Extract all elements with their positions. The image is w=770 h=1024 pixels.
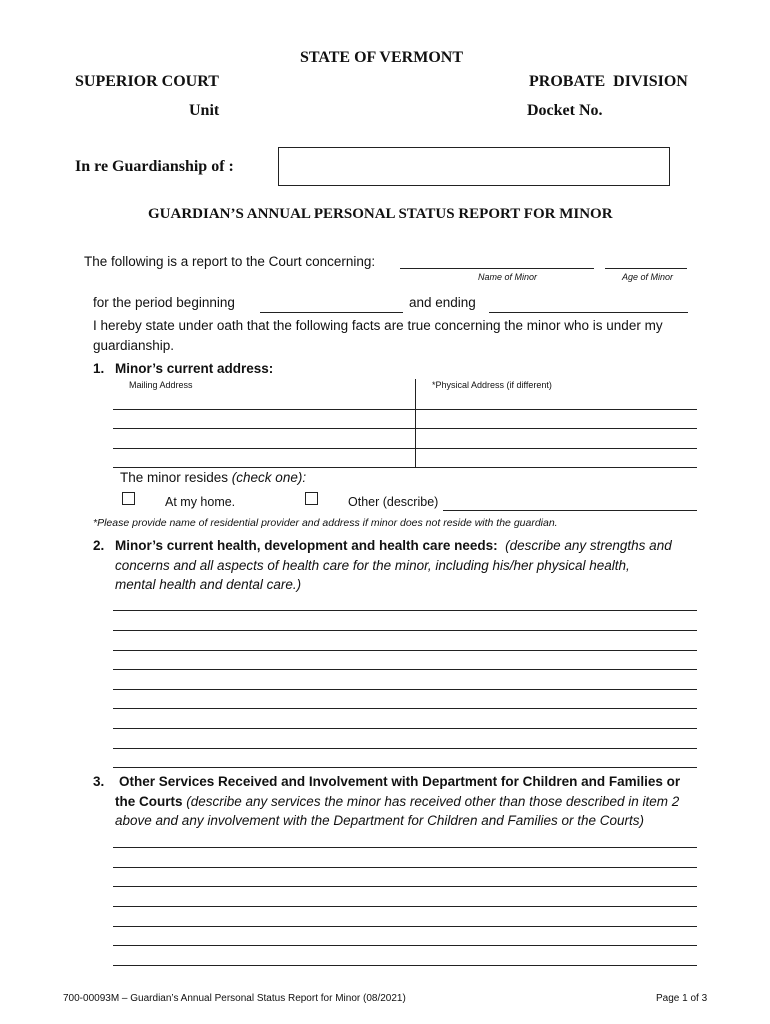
division-heading: PROBATE DIVISION — [529, 73, 688, 90]
address-line[interactable] — [113, 428, 697, 429]
section2-heading: Minor’s current health, development and health care needs: — [115, 538, 498, 553]
period-end-field[interactable] — [489, 298, 688, 313]
section2-heading-line — [115, 538, 672, 553]
name-caption: Name of Minor — [478, 272, 538, 282]
ward-name-box[interactable] — [278, 147, 670, 186]
section2-hint-3: mental health and dental care.) — [115, 577, 302, 592]
section1-number: 1. — [93, 361, 105, 376]
mailing-address-caption: Mailing Address — [129, 380, 193, 390]
section3-heading-2: the Courts — [115, 794, 183, 809]
section3-hint-1: (describe any services the minor has received other than those described in item 2 — [186, 794, 680, 809]
services-answer-line[interactable] — [113, 926, 697, 927]
section2-hint-2: concerns and all aspects of health care for the minor, including his/her physical health, — [115, 558, 630, 573]
page-number: Page 1 of 3 — [656, 993, 708, 1004]
address-line[interactable] — [113, 467, 697, 468]
in-re-label: In re Guardianship of : — [75, 158, 234, 175]
period-beginning-label: for the period beginning — [93, 295, 235, 310]
state-heading: STATE OF VERMONT — [300, 49, 463, 66]
services-answer-line[interactable] — [113, 847, 697, 848]
health-answer-line[interactable] — [113, 748, 697, 749]
oath-line-1: I hereby state under oath that the following facts are true concerning the minor who is under my — [93, 318, 663, 333]
form-footer-id: 700-00093M – Guardian’s Annual Personal Status Report for Minor (08/2021) — [63, 993, 406, 1004]
section1-heading: Minor’s current address: — [115, 361, 274, 376]
and-ending-label: and ending — [409, 295, 476, 310]
residence-footnote: *Please provide name of residential provider and address if minor does not reside with the guardian. — [93, 517, 558, 529]
period-begin-field[interactable] — [260, 298, 403, 313]
health-answer-line[interactable] — [113, 767, 697, 768]
address-line[interactable] — [113, 409, 697, 410]
services-answer-line[interactable] — [113, 965, 697, 966]
other-describe-field[interactable] — [443, 496, 697, 511]
other-label: Other (describe) — [348, 495, 439, 509]
services-answer-line[interactable] — [113, 886, 697, 887]
form-title: GUARDIAN’S ANNUAL PERSONAL STATUS REPORT FOR MINOR — [148, 206, 613, 222]
services-answer-line[interactable] — [113, 906, 697, 907]
concerning-label: The following is a report to the Court concerning: — [84, 254, 376, 269]
resides-label — [120, 470, 306, 485]
oath-line-2: guardianship. — [93, 338, 175, 353]
section2-hint-1: (describe any strengths and — [505, 538, 672, 553]
services-answer-line[interactable] — [113, 867, 697, 868]
court-heading: SUPERIOR COURT — [75, 73, 219, 90]
section3-hint-2: above and any involvement with the Department for Children and Families or the Courts) — [115, 813, 645, 828]
address-line[interactable] — [113, 448, 697, 449]
health-answer-line[interactable] — [113, 610, 697, 611]
section3-heading-line — [115, 794, 679, 809]
health-answer-line[interactable] — [113, 728, 697, 729]
health-answer-line[interactable] — [113, 650, 697, 651]
section3-heading-1: Other Services Received and Involvement with Department for Children and Families or — [119, 774, 681, 789]
physical-address-caption: *Physical Address (if different) — [432, 380, 552, 390]
section2-number: 2. — [93, 538, 105, 553]
minor-age-field[interactable] — [605, 254, 687, 269]
address-divider — [415, 379, 416, 467]
health-answer-line[interactable] — [113, 669, 697, 670]
resides-text: The minor resides — [120, 470, 232, 485]
at-home-checkbox[interactable] — [122, 492, 135, 505]
age-caption: Age of Minor — [622, 272, 674, 282]
minor-name-field[interactable] — [400, 254, 594, 269]
health-answer-line[interactable] — [113, 630, 697, 631]
health-answer-line[interactable] — [113, 708, 697, 709]
health-answer-line[interactable] — [113, 689, 697, 690]
unit-label: Unit — [189, 102, 220, 119]
services-answer-line[interactable] — [113, 945, 697, 946]
at-home-label: At my home. — [165, 495, 236, 509]
resides-hint: (check one): — [231, 470, 307, 485]
docket-label: Docket No. — [527, 102, 603, 119]
other-checkbox[interactable] — [305, 492, 318, 505]
section3-number: 3. — [93, 774, 105, 789]
